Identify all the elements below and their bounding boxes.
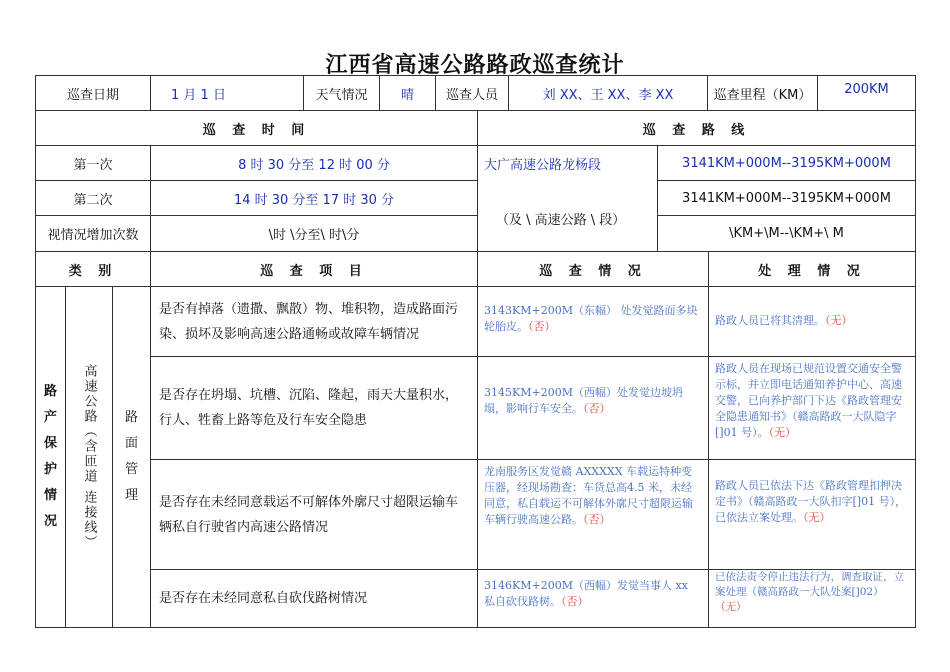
page-title: 江西省高速公路路政巡查统计 bbox=[325, 53, 625, 78]
situation-4-text: 3146KM+200M（西幅）发觉当事人 xx 私自砍伐路树。 bbox=[484, 579, 688, 608]
time-label-3: 视情况增加次数 bbox=[35, 215, 151, 252]
situation-3-text: 龙南服务区发觉赣 AXXXXX 车载运特种变压器，经现场勘查：车货总高4.5 米，未经同意，私自载运不可解体外廓尺寸超限运输车辆行驶高速公路。 bbox=[484, 465, 693, 526]
category-level1-char: 保 bbox=[43, 436, 57, 451]
route-section-header: 巡 查 路 线 bbox=[477, 110, 916, 146]
time-label-2: 第二次 bbox=[35, 180, 151, 216]
category-level3-char: 面 bbox=[124, 436, 138, 451]
route-roads bbox=[477, 145, 658, 252]
time-value-2: 14 时 30 分至 17 时 30 分 bbox=[150, 180, 478, 216]
category-level3-char: 管 bbox=[124, 462, 138, 477]
category-level1-char: 况 bbox=[43, 514, 57, 529]
weather-value: 晴 bbox=[379, 75, 436, 111]
category-level1 bbox=[35, 286, 66, 628]
handling-2 bbox=[708, 356, 916, 460]
time-value-3: \时 \分至\ 时\分 bbox=[150, 215, 478, 252]
category-level3 bbox=[112, 286, 151, 628]
category-header: 类 别 bbox=[35, 251, 151, 287]
inspector-value: 刘 XX、王 XX、李 XX bbox=[508, 75, 708, 111]
category-level3-char: 路 bbox=[124, 410, 138, 425]
category-level2-text: 高速公路（含匝道 连接线） bbox=[81, 363, 97, 551]
situation-2-text: 3145KM+200M（西幅）处发觉边坡坍塌，影响行车安全。 bbox=[484, 386, 683, 415]
handling-4-text: 已依法责令停止违法行为，调查取证，立案处理（赣高路政一大队处案[]02） bbox=[715, 571, 904, 598]
time-label-1: 第一次 bbox=[35, 145, 151, 181]
route-segment-1: 3141KM+000M--3195KM+000M bbox=[657, 145, 916, 181]
weather-label: 天气情况 bbox=[303, 75, 380, 111]
handling-1-flag: （无） bbox=[825, 314, 853, 327]
situation-1 bbox=[477, 286, 709, 357]
inspection-item-3: 是否存在未经同意载运不可解体外廓尺寸超限运输车辆私自行驶省内高速公路情况 bbox=[150, 459, 478, 570]
category-level3-char: 理 bbox=[124, 488, 138, 503]
situation-1-text: 3143KM+200M（东幅） 处发觉路面多块轮胎皮。 bbox=[484, 304, 698, 333]
handling-3-flag: （无） bbox=[803, 511, 831, 524]
category-level2 bbox=[65, 286, 113, 628]
route-road-2: （及 \ 高速公路 \ 段） bbox=[496, 213, 626, 228]
situation-2-flag: （否） bbox=[583, 402, 611, 415]
handling-4 bbox=[708, 569, 916, 628]
situation-1-flag: （否） bbox=[528, 320, 556, 333]
date-label: 巡查日期 bbox=[35, 75, 151, 111]
mileage-label: 巡查里程（KM） bbox=[707, 75, 818, 111]
route-segment-3: \KM+\M--\KM+\ M bbox=[657, 215, 916, 252]
category-level1-char: 路 bbox=[43, 384, 57, 399]
inspection-item-1: 是否有掉落（遗撒、飘散）物、堆积物，造成路面污染、损坏及影响高速公路通畅或故障车辆情况 bbox=[150, 286, 478, 357]
date-value: 1 月 1 日 bbox=[150, 75, 304, 111]
item-header: 巡 查 项 目 bbox=[150, 251, 478, 287]
handling-2-text: 路政人员在现场已规范设置交通安全警示标，并立即电话通知养护中心、高速交警，已向养护部门下达《路政管理安全隐患通知书》（赣高路政一大队隐字[]01 号）。 bbox=[715, 362, 902, 439]
category-level1-char: 护 bbox=[43, 462, 57, 477]
situation-2 bbox=[477, 356, 709, 460]
time-value-1: 8 时 30 分至 12 时 00 分 bbox=[150, 145, 478, 181]
situation-3-flag: （否） bbox=[583, 513, 611, 526]
handling-3 bbox=[708, 459, 916, 570]
handling-4-flag: （无） bbox=[715, 601, 747, 613]
situation-4-flag: （否） bbox=[561, 595, 589, 608]
situation-4 bbox=[477, 569, 709, 628]
category-level1-char: 产 bbox=[43, 410, 57, 425]
handling-1-text: 路政人员已将其清理。 bbox=[715, 314, 825, 327]
route-road-1: 大广高速公路龙杨段 bbox=[484, 158, 602, 173]
time-section-header: 巡 查 时 间 bbox=[35, 110, 478, 146]
inspection-item-4: 是否存在未经同意私自砍伐路树情况 bbox=[150, 569, 478, 628]
inspection-item-2: 是否存在坍塌、坑槽、沉陷、隆起，雨天大量积水，行人、牲畜上路等危及行车安全隐患 bbox=[150, 356, 478, 460]
handling-2-flag: （无） bbox=[768, 426, 797, 439]
situation-3 bbox=[477, 459, 709, 570]
situation-header: 巡 查 情 况 bbox=[477, 251, 709, 287]
inspector-label: 巡查人员 bbox=[435, 75, 509, 111]
category-level1-char: 情 bbox=[43, 488, 57, 503]
handling-3-text: 路政人员已依法下达《路政管理扣押决定书》（赣高路政一大队扣字[]01 号），已依法立案处理。 bbox=[715, 479, 907, 524]
handling-1 bbox=[708, 286, 916, 357]
handling-header: 处 理 情 况 bbox=[708, 251, 916, 287]
route-segment-2: 3141KM+000M--3195KM+000M bbox=[657, 180, 916, 216]
mileage-value: 200KM bbox=[817, 75, 916, 111]
